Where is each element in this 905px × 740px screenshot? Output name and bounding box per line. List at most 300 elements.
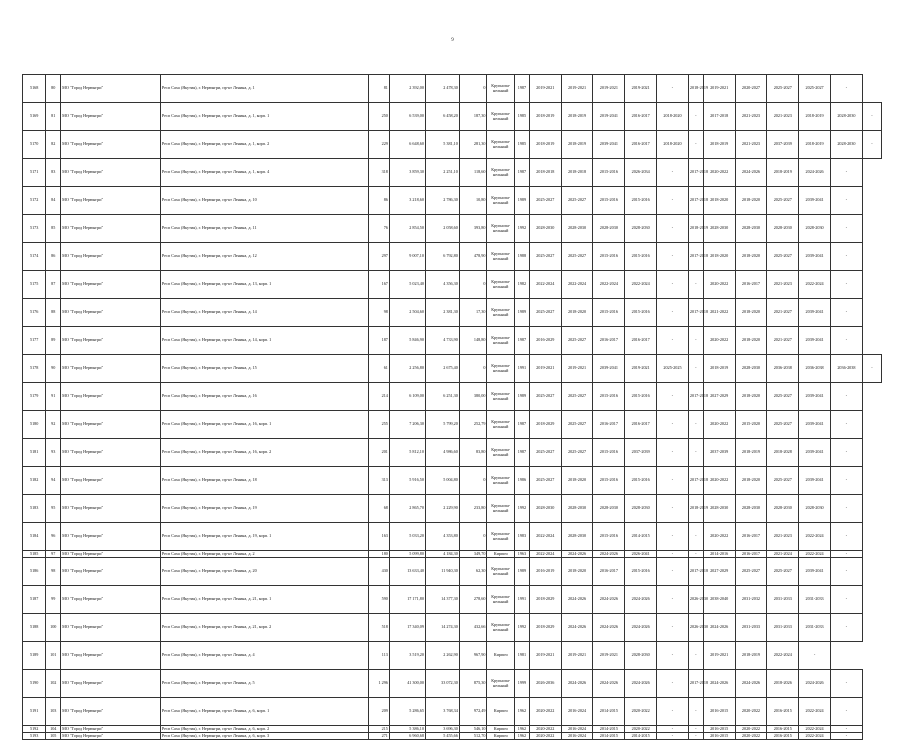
table-cell: 5182: [23, 467, 46, 495]
table-cell: 2018-2026: [767, 670, 799, 698]
table-cell: 85: [46, 215, 61, 243]
table-cell: 2 504,60: [389, 299, 425, 327]
table-cell: 2024-2026: [625, 614, 657, 642]
table-cell: 2021-2022: [703, 299, 735, 327]
table-cell: 2016-2015: [703, 733, 735, 740]
table-cell: 87: [46, 271, 61, 299]
table-cell: 2016-2024: [561, 726, 593, 733]
table-cell: 2025-2025: [657, 355, 689, 383]
table-cell: 255: [368, 411, 389, 439]
table-cell: 2016-2017: [625, 103, 657, 131]
table-cell: Крупнопа-нельный: [487, 271, 515, 299]
table-cell: Респ Саха (Якутия), г. Нерюнгри, пр-кт Ленина, д. 16, корп. 1: [160, 411, 368, 439]
table-cell: 2022-2024: [561, 271, 593, 299]
table-cell: 105: [46, 733, 61, 740]
table-cell: 41 300,00: [389, 670, 425, 698]
table-cell: МО "Город Нерюнгри": [61, 558, 161, 586]
table-cell: 2039-2041: [593, 355, 625, 383]
table-cell: 9 007,10: [389, 243, 425, 271]
table-cell: 180: [368, 551, 389, 558]
table-cell: 5173: [23, 215, 46, 243]
table-cell: Респ Саха (Якутия), г. Нерюнгри, пр-кт Ленина, д. 18: [160, 467, 368, 495]
table-cell: 7 206,30: [389, 411, 425, 439]
table-cell: МО "Город Нерюнгри": [61, 327, 161, 355]
table-cell: МО "Город Нерюнгри": [61, 215, 161, 243]
table-cell: 2025-2027: [561, 243, 593, 271]
table-cell: -: [657, 467, 689, 495]
table-cell: 2021-2023: [735, 131, 767, 159]
table-cell: 5 099,80: [389, 551, 425, 558]
table-cell: 81: [368, 75, 389, 103]
table-cell: 2 256,80: [389, 355, 425, 383]
table-cell: 2 229,90: [425, 495, 459, 523]
table-cell: 5170: [23, 131, 46, 159]
table-cell: 349,70: [459, 551, 487, 558]
table-row: [23, 558, 882, 586]
table-cell: 83: [46, 159, 61, 187]
table-cell: 2020-2022: [703, 411, 735, 439]
table-cell: 2024-2026: [625, 670, 657, 698]
table-cell: 2018-2019: [561, 103, 593, 131]
table-cell: 2017-2018: [688, 159, 703, 187]
table-cell: -: [657, 495, 689, 523]
table-cell: 2018-2019: [799, 131, 831, 159]
table-cell: 2028-2030: [529, 495, 561, 523]
table-cell: -: [688, 439, 703, 467]
table-row: [23, 411, 882, 439]
table-cell: -: [830, 75, 862, 103]
table-cell: -: [830, 495, 862, 523]
table-cell: 76: [368, 215, 389, 243]
table-cell: 2017-2018: [688, 558, 703, 586]
table-cell: -: [688, 642, 703, 670]
table-cell: Респ Саха (Якутия), г. Нерюнгри, пр-кт Ленина, д. 21, корп. 2: [160, 614, 368, 642]
table-cell: 201: [368, 439, 389, 467]
table-cell: 5184: [23, 523, 46, 551]
table-cell: 1988: [514, 243, 529, 271]
table-cell: -: [657, 383, 689, 411]
table-cell: 2028-2030: [703, 495, 735, 523]
table-cell: Крупнопа-нельный: [487, 586, 515, 614]
table-cell: МО "Город Нерюнгри": [61, 131, 161, 159]
table-cell: 5188: [23, 614, 46, 642]
table-cell: 2018-2020: [703, 187, 735, 215]
table-cell: 95: [46, 495, 61, 523]
table-cell: 2025-2027: [799, 75, 831, 103]
table-cell: Кирпич: [487, 698, 515, 726]
table-cell: 2015-2016: [593, 439, 625, 467]
table-cell: 2026-2030: [688, 586, 703, 614]
table-cell: 2016-2017: [625, 411, 657, 439]
table-row: [23, 187, 882, 215]
table-cell: 91: [46, 383, 61, 411]
table-cell: 2015-2016: [593, 299, 625, 327]
table-cell: -: [830, 327, 862, 355]
table-cell: 2020-2022: [529, 726, 561, 733]
table-cell: 2037-2039: [703, 439, 735, 467]
table-cell: 1985: [514, 103, 529, 131]
table-cell: 2028-2030: [593, 215, 625, 243]
table-cell: -: [688, 733, 703, 740]
table-cell: 2018-2020: [735, 187, 767, 215]
table-cell: 5171: [23, 159, 46, 187]
table-cell: 2027-2029: [703, 558, 735, 586]
table-cell: -: [688, 271, 703, 299]
table-cell: 2015-2016: [625, 187, 657, 215]
table-cell: Респ Саха (Якутия), г. Нерюнгри, пр-кт Ленина, д. 16, корп. 2: [160, 439, 368, 467]
table-cell: -: [657, 187, 689, 215]
table-cell: 2028-2030: [767, 215, 799, 243]
table-row: [23, 551, 882, 558]
table-cell: 2039-2041: [799, 327, 831, 355]
table-cell: 2016-2017: [625, 327, 657, 355]
table-cell: 2015-2016: [593, 159, 625, 187]
table-cell: 2039-2041: [799, 243, 831, 271]
table-cell: 1991: [514, 586, 529, 614]
table-cell: 297: [368, 243, 389, 271]
table-cell: Респ Саха (Якутия), г. Нерюнгри, пр-кт Ленина, д. 19, корп. 1: [160, 523, 368, 551]
table-cell: 2014-2015: [593, 733, 625, 740]
table-cell: 2017-2018: [703, 103, 735, 131]
table-cell: 86: [368, 187, 389, 215]
table-cell: Кирпич: [487, 733, 515, 740]
table-cell: 2025-2027: [561, 439, 593, 467]
table-cell: 2025-2027: [561, 327, 593, 355]
table-cell: 2024-2026: [593, 551, 625, 558]
table-cell: 430: [368, 558, 389, 586]
table-cell: 2039-2041: [799, 383, 831, 411]
table-cell: 0: [459, 75, 487, 103]
table-cell: Крупнопа-нельный: [487, 383, 515, 411]
table-cell: 5169: [23, 103, 46, 131]
table-cell: 393,80: [459, 215, 487, 243]
table-cell: -: [688, 355, 703, 383]
table-cell: 209: [368, 698, 389, 726]
table-cell: 148,80: [459, 327, 487, 355]
table-cell: Крупнопа-нельный: [487, 558, 515, 586]
table-cell: -: [688, 411, 703, 439]
table-cell: 2039-2041: [799, 467, 831, 495]
table-cell: 84: [46, 187, 61, 215]
table-cell: 4 184,30: [425, 551, 459, 558]
table-cell: -: [657, 642, 689, 670]
table-cell: 5176: [23, 299, 46, 327]
table-cell: 2022-2024: [799, 551, 831, 558]
table-cell: 88: [46, 299, 61, 327]
table-cell: 318: [368, 159, 389, 187]
table-cell: 100: [46, 614, 61, 642]
table-cell: -: [830, 243, 862, 271]
table-cell: 2028-2030: [735, 215, 767, 243]
table-cell: 2018-2019: [688, 75, 703, 103]
table-cell: 6 251,30: [425, 383, 459, 411]
table-cell: 2022-2024: [799, 726, 831, 733]
table-cell: 14 274,30: [425, 614, 459, 642]
table-cell: 2024-2026: [799, 159, 831, 187]
table-cell: 2015-2016: [593, 243, 625, 271]
table-cell: 5177: [23, 327, 46, 355]
table-cell: 2018-2020: [735, 243, 767, 271]
table-cell: МО "Город Нерюнгри": [61, 411, 161, 439]
table-cell: -: [657, 558, 689, 586]
table-row: [23, 523, 882, 551]
table-cell: 2018-2018: [561, 159, 593, 187]
table-cell: 2018-2020: [561, 467, 593, 495]
table-cell: 2025-2027: [561, 187, 593, 215]
table-cell: 2021-2023: [735, 103, 767, 131]
table-cell: Респ Саха (Якутия), г. Нерюнгри, пр-кт Ленина, д. 1: [160, 75, 368, 103]
table-cell: 5192: [23, 726, 46, 733]
table-cell: 214: [368, 383, 389, 411]
table-row: [23, 243, 882, 271]
table-cell: 2039-2041: [799, 411, 831, 439]
table-cell: 2018-2019: [688, 495, 703, 523]
table-cell: 5 033,20: [389, 523, 425, 551]
table-cell: 5191: [23, 698, 46, 726]
table-cell: 2016-2024: [561, 698, 593, 726]
table-cell: -: [830, 187, 862, 215]
table-cell: 1992: [514, 215, 529, 243]
table-cell: -: [688, 551, 703, 558]
table-cell: 1992: [514, 495, 529, 523]
table-cell: 2017-2018: [688, 187, 703, 215]
table-cell: 0: [459, 355, 487, 383]
table-cell: Респ Саха (Якутия), г. Нерюнгри, пр-кт Ленина, д. 4: [160, 642, 368, 670]
table-cell: 101: [46, 642, 61, 670]
table-cell: 2 381,30: [425, 299, 459, 327]
table-cell: 2025-2027: [767, 467, 799, 495]
table-cell: 2019-2021: [561, 642, 593, 670]
table-row: [23, 670, 882, 698]
table-cell: 2016-2017: [593, 558, 625, 586]
table-cell: 0: [459, 523, 487, 551]
table-cell: -: [862, 355, 881, 383]
table-cell: 2022-2024: [767, 642, 799, 670]
table-cell: 2028-2030: [703, 215, 735, 243]
table-cell: 5179: [23, 383, 46, 411]
table-row: [23, 726, 882, 733]
table-cell: -: [830, 159, 862, 187]
table-cell: МО "Город Нерюнгри": [61, 551, 161, 558]
table-row: [23, 642, 882, 670]
table-cell: 68: [368, 495, 389, 523]
table-cell: 10,80: [459, 187, 487, 215]
table-cell: Респ Саха (Якутия), г. Нерюнгри, пр-кт Ленина, д. 16: [160, 383, 368, 411]
table-row: [23, 698, 882, 726]
table-cell: 2020-2022: [703, 327, 735, 355]
table-cell: -: [688, 698, 703, 726]
table-cell: -: [688, 726, 703, 733]
table-cell: 2031-2032: [735, 586, 767, 614]
table-cell: 2026-2030: [688, 614, 703, 642]
table-cell: 1989: [514, 383, 529, 411]
table-cell: 5174: [23, 243, 46, 271]
table-row: [23, 327, 882, 355]
table-cell: 6 109,00: [389, 383, 425, 411]
table-cell: 104: [46, 726, 61, 733]
table-cell: Крупнопа-нельный: [487, 614, 515, 642]
table-cell: Респ Саха (Якутия), г. Нерюнгри, пр-кт Ленина, д. 1, корп. 4: [160, 159, 368, 187]
table-cell: 3 519,20: [389, 642, 425, 670]
table-cell: 2028-2030: [767, 495, 799, 523]
table-cell: 2 058,60: [425, 215, 459, 243]
table-cell: Респ Саха (Якутия), г. Нерюнгри, пр-кт Ленина, д. 13, корп. 1: [160, 271, 368, 299]
table-row: [23, 495, 882, 523]
table-cell: Крупнопа-нельный: [487, 670, 515, 698]
table-cell: 2028-2030: [735, 495, 767, 523]
table-cell: 5 916,50: [389, 467, 425, 495]
table-cell: 5189: [23, 642, 46, 670]
table-cell: 2016-2017: [625, 131, 657, 159]
table-cell: 2021-2023: [767, 523, 799, 551]
table-cell: 4 733,90: [425, 327, 459, 355]
table-cell: 2019-2021: [703, 642, 735, 670]
table-cell: 2024-2026: [561, 670, 593, 698]
table-cell: 2036-2038: [767, 355, 799, 383]
table-cell: 2019-2021: [561, 75, 593, 103]
table-cell: 2025-2027: [529, 467, 561, 495]
table-cell: Респ Саха (Якутия), г. Нерюнгри, пр-кт Ленина, д. 11: [160, 215, 368, 243]
table-cell: 2028-2030: [593, 495, 625, 523]
table-cell: 380,00: [459, 383, 487, 411]
table-cell: 2028-2030: [625, 215, 657, 243]
table-cell: 2020-2022: [735, 698, 767, 726]
table-cell: 2018-2019: [529, 131, 561, 159]
table-cell: 2016-2015: [767, 726, 799, 733]
table-cell: 2018-2029: [529, 411, 561, 439]
table-cell: 33 072,30: [425, 670, 459, 698]
table-cell: 2016-2015: [767, 733, 799, 740]
table-cell: 432,66: [459, 614, 487, 642]
table-row: [23, 467, 882, 495]
table-cell: -: [830, 733, 862, 740]
table-cell: 2020-2022: [703, 523, 735, 551]
table-cell: Респ Саха (Якутия), г. Нерюнгри, пр-кт Ленина, д. 20: [160, 558, 368, 586]
table-cell: Респ Саха (Якутия), г. Нерюнгри, пр-кт Ленина, д. 12: [160, 243, 368, 271]
table-cell: 2021-2023: [767, 271, 799, 299]
table-cell: МО "Город Нерюнгри": [61, 383, 161, 411]
table-cell: 2024-2026: [625, 586, 657, 614]
table-cell: 3 218,60: [389, 187, 425, 215]
table-cell: 1992: [514, 614, 529, 642]
table-cell: -: [830, 271, 862, 299]
table-cell: 2025-2027: [767, 187, 799, 215]
table-cell: 92: [46, 411, 61, 439]
table-cell: 2020-2022: [529, 698, 561, 726]
table-cell: -: [657, 299, 689, 327]
table-cell: 1962: [514, 698, 529, 726]
table-cell: 2015-2016: [625, 467, 657, 495]
register-body: [23, 75, 882, 740]
table-cell: 1999: [514, 670, 529, 698]
table-cell: 5 381,10: [425, 131, 459, 159]
table-cell: 3 696,30: [425, 726, 459, 733]
table-cell: 2019-2021: [529, 642, 561, 670]
table-cell: 2015-2016: [593, 187, 625, 215]
table-cell: 163: [368, 523, 389, 551]
table-row: [23, 159, 882, 187]
table-cell: -: [657, 551, 689, 558]
table-cell: -: [657, 411, 689, 439]
table-cell: -: [830, 299, 862, 327]
table-cell: 2018-2020: [735, 327, 767, 355]
table-cell: 94: [46, 467, 61, 495]
table-cell: 2020-2022: [703, 159, 735, 187]
table-cell: 2015-2020: [735, 411, 767, 439]
table-cell: 2026-2041: [625, 551, 657, 558]
table-cell: 2016-2029: [529, 327, 561, 355]
table-cell: 2020-2022: [703, 271, 735, 299]
table-cell: МО "Город Нерюнгри": [61, 103, 161, 131]
table-cell: 103: [46, 698, 61, 726]
table-cell: 2025-2027: [529, 187, 561, 215]
table-cell: 2018-2020: [735, 467, 767, 495]
table-cell: 2028-2030: [735, 355, 767, 383]
table-cell: 1981: [514, 642, 529, 670]
table-cell: 2025-2027: [529, 243, 561, 271]
table-cell: Респ Саха (Якутия), г. Нерюнгри, пр-кт Ленина, д. 2: [160, 551, 368, 558]
table-cell: 2031-2033: [799, 614, 831, 642]
table-cell: 1987: [514, 411, 529, 439]
table-cell: -: [657, 271, 689, 299]
table-cell: 5172: [23, 187, 46, 215]
table-cell: 98: [46, 558, 61, 586]
table-cell: 90: [46, 355, 61, 383]
table-cell: 2027-2029: [703, 383, 735, 411]
table-cell: 2015-2016: [625, 558, 657, 586]
table-cell: 99: [46, 586, 61, 614]
table-cell: -: [657, 670, 689, 698]
table-cell: 2020-2022: [735, 726, 767, 733]
table-cell: 61: [368, 355, 389, 383]
table-cell: 5 004,80: [425, 467, 459, 495]
table-cell: 2028-2030: [561, 523, 593, 551]
table-cell: 2022-2024: [529, 523, 561, 551]
table-cell: 1987: [514, 327, 529, 355]
table-cell: МО "Город Нерюнгри": [61, 159, 161, 187]
table-cell: 2017-2018: [688, 299, 703, 327]
table-cell: МО "Город Нерюнгри": [61, 586, 161, 614]
table-cell: 2039-2041: [799, 439, 831, 467]
table-cell: Респ Саха (Якутия), г. Нерюнгри, пр-кт Ленина, д. 10: [160, 187, 368, 215]
table-cell: -: [862, 103, 881, 131]
table-cell: 3 859,30: [389, 159, 425, 187]
table-cell: МО "Город Нерюнгри": [61, 698, 161, 726]
table-cell: 2028-2030: [830, 131, 862, 159]
table-cell: 281,30: [459, 131, 487, 159]
table-cell: -: [657, 733, 689, 740]
table-cell: 1963: [514, 551, 529, 558]
table-cell: 1962: [514, 726, 529, 733]
table-cell: 2 854,50: [389, 215, 425, 243]
table-cell: -: [657, 159, 689, 187]
table-cell: Респ Саха (Якутия), г. Нерюнгри, пр-кт Ленина, д. 19: [160, 495, 368, 523]
table-cell: Крупнопа-нельный: [487, 103, 515, 131]
table-cell: -: [830, 670, 862, 698]
table-cell: МО "Город Нерюнгри": [61, 642, 161, 670]
table-cell: 2026-2036: [529, 670, 561, 698]
table-cell: 2025-2027: [561, 383, 593, 411]
table-cell: МО "Город Нерюнгри": [61, 495, 161, 523]
table-cell: 1985: [514, 131, 529, 159]
table-cell: 2031-2033: [767, 586, 799, 614]
table-cell: 98: [368, 299, 389, 327]
table-cell: 2019-2021: [625, 355, 657, 383]
table-cell: -: [830, 614, 862, 642]
table-cell: 14 377,30: [425, 586, 459, 614]
table-cell: Кирпич: [487, 551, 515, 558]
table-cell: 5168: [23, 75, 46, 103]
